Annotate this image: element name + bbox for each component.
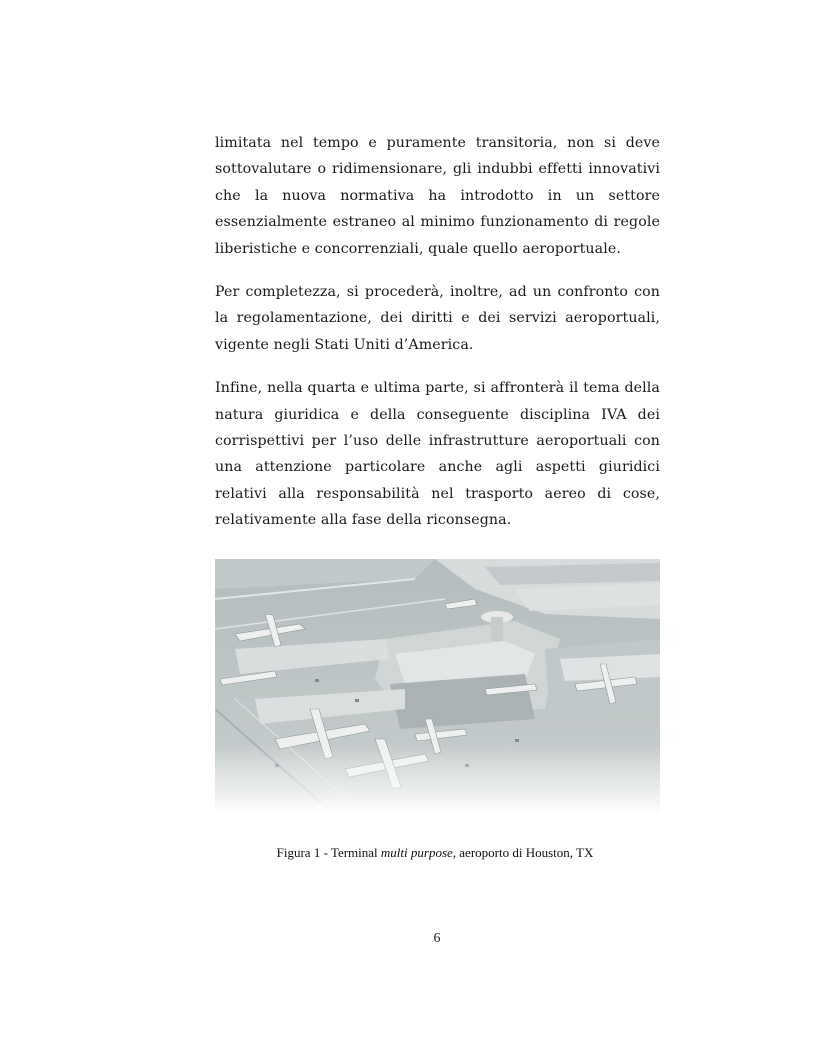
caption-prefix: Figura 1 - Terminal: [276, 845, 381, 860]
caption-suffix: , aeroporto di Houston, TX: [452, 845, 594, 860]
paragraph-3: Infine, nella quarta e ultima parte, si affronterà il tema della natura giuridica e della conseguente disciplina IVA dei corrispettivi per l’uso delle infrastrutture aeroportuali con una attenzione particolare anche agli aspetti giuridici relativi alla responsabilità nel trasporto aereo di cose, relativamente alla fase della riconsegna.: [215, 380, 660, 529]
airport-terminal-photo: [215, 559, 660, 815]
figure-caption: [0, 845, 816, 861]
caption-italic: multi purpose: [380, 845, 453, 860]
paragraph-1: limitata nel tempo e puramente transitoria, non si deve sottovalutare o ridimensionare, gli indubbi effetti innovativi che la nuova normativa ha introdotto in un settore essenzialmente estraneo al minimo funzionamento di regole liberistiche e concorrenziali, quale quello aeroportuale.: [215, 135, 660, 257]
page-number: 6: [433, 931, 441, 946]
paragraph-2: Per completezza, si procederà, inoltre, ad un confronto con la regolamentazione, dei diritti e dei servizi aeroportuali, vigente negli Stati Uniti d’America.: [215, 284, 660, 353]
document-body: [215, 130, 660, 551]
